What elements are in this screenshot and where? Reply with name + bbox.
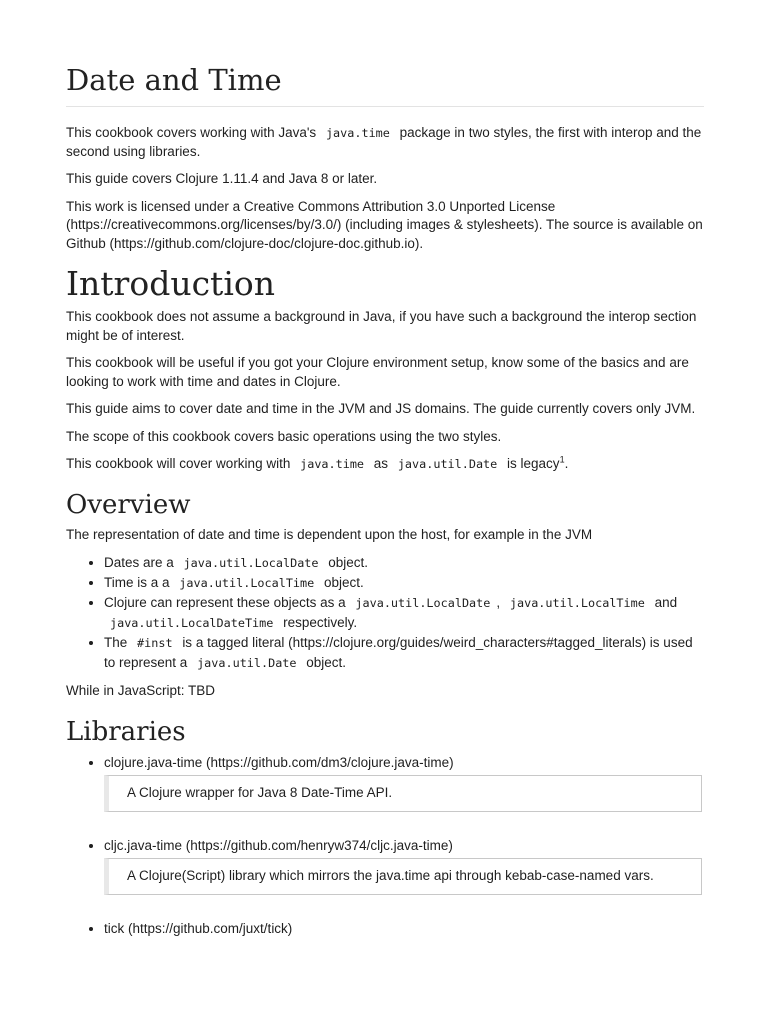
- introduction-paragraph-1: This cookbook does not assume a background in Java, if you have such a background the interop section might be of interest.: [66, 309, 697, 343]
- overview-list: [66, 553, 704, 673]
- inline-code: java.util.LocalTime: [179, 576, 315, 590]
- text: object.: [328, 555, 369, 570]
- footnote-ref[interactable]: 1: [559, 454, 565, 465]
- overview-paragraph-2: While in JavaScript: TBD: [66, 683, 216, 698]
- text: object.: [306, 655, 347, 670]
- library-link[interactable]: clojure.java-time (https://github.com/dm3/clojure.java-time): [104, 754, 454, 770]
- list-item: [104, 573, 704, 593]
- list-item: [104, 633, 704, 673]
- section-heading-overview: Overview: [66, 489, 191, 520]
- section-heading-libraries: Libraries: [66, 716, 186, 747]
- text: as: [373, 456, 389, 471]
- text: This cookbook covers working with Java's: [66, 125, 317, 140]
- inline-code: java.time: [300, 457, 365, 471]
- text: and: [654, 595, 678, 610]
- introduction-paragraph-5: [66, 455, 704, 474]
- text[interactable]: is a tagged literal (https://clojure.org/guides/weird_characters#tagged_literals) is used to represent a: [104, 635, 693, 670]
- intro-paragraph-1: [66, 124, 704, 161]
- introduction-paragraph-2: This cookbook will be useful if you got your Clojure environment setup, know some of the basics and are looking to work with time and dates in Clojure.: [66, 355, 689, 389]
- list-item: [104, 553, 704, 573]
- document-content: [66, 58, 704, 948]
- library-description: A Clojure wrapper for Java 8 Date-Time API.: [104, 775, 702, 812]
- inline-code: java.util.LocalTime: [509, 596, 645, 610]
- library-item: [104, 753, 704, 812]
- list-item: [104, 593, 704, 633]
- text: The: [104, 635, 128, 650]
- inline-code: #inst: [137, 636, 173, 650]
- text: Time is a a: [104, 575, 170, 590]
- library-item: [104, 919, 704, 939]
- text: .: [564, 456, 569, 471]
- inline-code: java.util.LocalDate: [183, 556, 319, 570]
- text: is legacy: [507, 456, 560, 471]
- library-link[interactable]: cljc.java-time (https://github.com/henryw374/cljc.java-time): [104, 837, 453, 853]
- license-paragraph: This work is licensed under a Creative Commons Attribution 3.0 Unported License (https://creativecommons.org/licenses/by/3.0/) (including images & stylesheets). The source is available on Github (https://github.com/clojure-doc/clojure-doc.github.io).: [66, 198, 703, 251]
- text: respectively.: [283, 615, 358, 630]
- inline-code: java.time: [325, 126, 390, 140]
- inline-code: java.util.LocalDate: [355, 596, 491, 610]
- library-item: [104, 836, 704, 895]
- page-title: Date and Time: [66, 58, 704, 107]
- text: package in two styles, the first with interop and the second using libraries.: [66, 125, 702, 159]
- libraries-list: [66, 753, 704, 939]
- introduction-paragraph-4: The scope of this cookbook covers basic operations using the two styles.: [66, 428, 502, 444]
- library-link[interactable]: tick (https://github.com/juxt/tick): [104, 920, 293, 936]
- text: Dates are a: [104, 555, 174, 570]
- text: This cookbook will cover working with: [66, 456, 291, 471]
- text: object.: [324, 575, 364, 590]
- introduction-paragraph-3: This guide aims to cover date and time in the JVM and JS domains. The guide currently covers only JVM.: [66, 401, 696, 416]
- inline-code: java.util.Date: [397, 457, 498, 471]
- overview-paragraph-1: The representation of date and time is dependent upon the host, for example in the JVM: [66, 526, 593, 542]
- inline-code: java.util.Date: [197, 656, 297, 670]
- intro-paragraph-2: This guide covers Clojure 1.11.4 and Java 8 or later.: [66, 171, 378, 186]
- text: ,: [496, 595, 501, 610]
- section-heading-introduction: Introduction: [66, 264, 275, 303]
- library-description: A Clojure(Script) library which mirrors the java.time api through kebab-case-named vars.: [104, 858, 702, 895]
- text: Clojure can represent these objects as a: [104, 595, 346, 610]
- inline-code: java.util.LocalDateTime: [110, 616, 274, 630]
